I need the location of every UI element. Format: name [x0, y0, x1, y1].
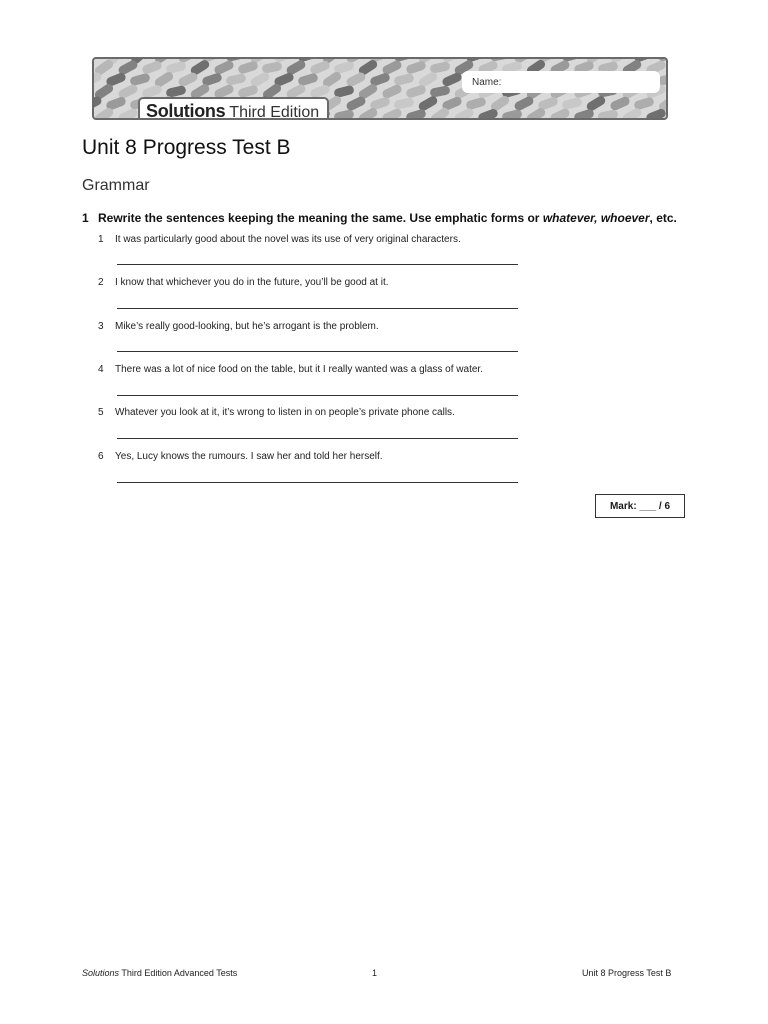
- pattern-capsule: [345, 71, 367, 88]
- answer-line[interactable]: [117, 438, 518, 439]
- answer-line[interactable]: [117, 395, 518, 396]
- pattern-capsule: [381, 107, 403, 120]
- question-item: [98, 364, 483, 375]
- pattern-capsule: [249, 119, 271, 120]
- item-number: 2: [98, 277, 104, 288]
- item-number: 6: [98, 451, 104, 462]
- pattern-capsule: [141, 60, 163, 76]
- pattern-capsule: [657, 118, 668, 120]
- pattern-capsule: [513, 119, 535, 120]
- footer-left: [82, 968, 237, 978]
- pattern-capsule: [393, 97, 414, 110]
- question-item: [98, 234, 461, 245]
- pattern-capsule: [597, 109, 618, 120]
- question-item: [98, 321, 379, 332]
- pattern-capsule: [513, 95, 535, 112]
- pattern-capsule: [261, 61, 282, 74]
- pattern-capsule: [153, 118, 175, 120]
- pattern-capsule: [429, 85, 450, 98]
- pattern-capsule: [225, 73, 246, 86]
- item-number: 5: [98, 407, 104, 418]
- pattern-capsule: [309, 60, 331, 76]
- pattern-capsule: [561, 97, 583, 110]
- item-text: It was particularly good about the novel was its use of very original characters.: [115, 234, 461, 245]
- item-text: There was a lot of nice food on the table, but it I really wanted was a glass of water.: [115, 364, 483, 375]
- item-text: I know that whichever you do in the future, you’ll be good at it.: [115, 277, 389, 288]
- pattern-capsule: [429, 61, 450, 74]
- brand-sub: Third Edition: [229, 104, 320, 120]
- answer-line[interactable]: [117, 308, 518, 309]
- pattern-capsule: [393, 73, 415, 86]
- header-banner: [92, 57, 668, 120]
- question-instruction: [82, 211, 677, 225]
- pattern-capsule: [129, 73, 151, 87]
- pattern-capsule: [489, 118, 511, 120]
- question-item: [98, 407, 455, 418]
- answer-line[interactable]: [117, 482, 518, 483]
- pattern-capsule: [94, 119, 103, 120]
- footer-right: Unit 8 Progress Test B: [582, 968, 672, 978]
- name-label: Name:: [472, 76, 502, 88]
- pattern-capsule: [441, 71, 463, 87]
- question-number: 1: [82, 211, 89, 225]
- pattern-capsule: [177, 119, 199, 120]
- footer-book: Third Edition Advanced Tests: [119, 968, 238, 978]
- brand-tab: [138, 97, 329, 120]
- pattern-capsule: [501, 109, 523, 120]
- item-text: Mike’s really good-looking, but he’s arrogant is the problem.: [115, 321, 379, 332]
- item-number: 3: [98, 321, 104, 332]
- mark-box: Mark: ___ / 6: [595, 494, 685, 518]
- pattern-capsule: [609, 95, 631, 111]
- footer-brand: Solutions: [82, 968, 120, 978]
- answer-line[interactable]: [117, 351, 518, 352]
- answer-line[interactable]: [117, 264, 518, 265]
- pattern-capsule: [225, 118, 247, 120]
- item-text: Whatever you look at it, it’s wrong to listen in on people’s private phone calls.: [115, 407, 455, 418]
- pattern-capsule: [405, 84, 427, 99]
- pattern-capsule: [405, 60, 427, 75]
- pattern-capsule: [237, 60, 259, 75]
- section-title: Grammar: [82, 177, 150, 194]
- question-item: [98, 277, 389, 288]
- pattern-capsule: [321, 118, 343, 120]
- pattern-capsule: [177, 71, 199, 88]
- page-number: 1: [372, 968, 378, 978]
- instruction-emphasis: whatever, whoever: [542, 211, 650, 225]
- pattern-capsule: [417, 119, 439, 120]
- pattern-capsule: [609, 119, 631, 120]
- instruction-start: Rewrite the sentences keeping the meaning the same. Use emphatic forms or: [98, 211, 543, 225]
- question-item: [98, 451, 383, 462]
- item-text: Yes, Lucy knows the rumours. I saw her and told her herself.: [115, 451, 383, 462]
- pattern-capsule: [345, 119, 367, 120]
- item-number: 4: [98, 364, 104, 375]
- pattern-capsule: [333, 109, 355, 120]
- pattern-capsule: [345, 95, 367, 112]
- name-field[interactable]: [462, 71, 660, 93]
- pattern-capsule: [585, 119, 607, 120]
- item-number: 1: [98, 234, 104, 245]
- instruction-end: , etc.: [649, 211, 677, 225]
- page-title: Unit 8 Progress Test B: [82, 136, 291, 159]
- brand-main: Solutions: [146, 101, 226, 120]
